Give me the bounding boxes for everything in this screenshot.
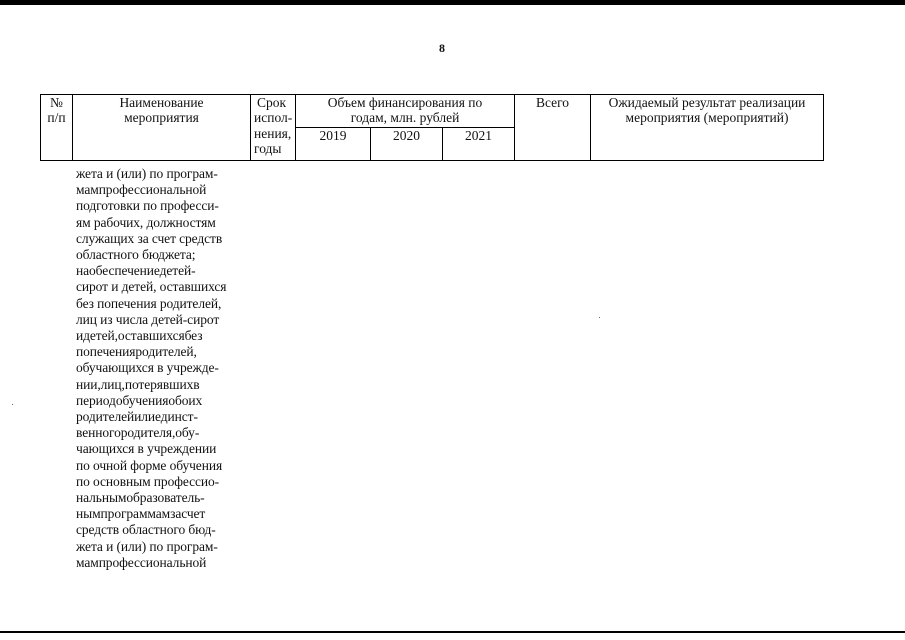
header-expected-result: Ожидаемый результат реализации мероприятия (мероприятий) — [608, 95, 806, 125]
text-line: подготовки по професси- — [76, 198, 219, 214]
text-line: идетей,оставшихсябез — [76, 328, 203, 344]
text-line: по очной форме обучения — [76, 457, 223, 473]
column-divider — [250, 94, 251, 161]
scan-speck — [599, 317, 600, 318]
header-year-2021: 2021 — [465, 128, 492, 143]
text-line: венногородителя,обу- — [76, 425, 200, 441]
header-execution-term: Срок испол- нения, годы — [254, 95, 293, 156]
page-number: 8 — [439, 41, 445, 55]
activity-description-text — [76, 166, 248, 571]
text-line: родителейилиединст- — [76, 409, 198, 425]
text-line: наобеспечениедетей- — [76, 263, 196, 279]
text-line: средств областного бюд- — [76, 522, 216, 538]
header-year-2019: 2019 — [319, 128, 347, 143]
text-line: нальнымобразователь- — [76, 490, 205, 506]
text-line: служащих за счет средств — [76, 230, 223, 246]
text-line: мампрофессиональной — [76, 554, 207, 570]
header-total: Всего — [535, 95, 570, 110]
column-divider — [823, 94, 824, 161]
text-line: жета и (или) по програм- — [76, 538, 218, 554]
scan-speck — [12, 404, 13, 405]
text-line: мампрофессиональной — [76, 182, 207, 198]
text-line: попеченияродителей, — [76, 344, 197, 360]
text-line: чающихся в учреждении — [76, 441, 217, 457]
text-line: периодобученияобоих — [76, 392, 203, 408]
text-line: без попечения родителей, — [76, 295, 222, 311]
top-border-rule — [0, 0, 905, 5]
header-activity-name: Наименование мероприятия — [119, 95, 204, 125]
bottom-border-rule — [0, 631, 905, 633]
text-line: областного бюджета; — [76, 247, 196, 263]
text-line: нымпрограммамзасчет — [76, 506, 206, 522]
text-line: нии,лиц,потерявшихв — [76, 376, 200, 392]
header-number: № п/п — [47, 95, 66, 125]
text-line: сирот и детей, оставшихся — [76, 279, 227, 295]
table-header-bottom-border — [40, 160, 824, 161]
text-line: по основным профессио- — [76, 473, 220, 489]
text-line: ям рабочих, должностям — [76, 214, 216, 230]
header-funding-volume: Объем финансирования по годам, млн. рублей — [327, 95, 483, 125]
text-line: жета и (или) по програм- — [76, 166, 218, 181]
text-line: обучающихся в учрежде- — [76, 360, 219, 376]
text-line: лиц из числа детей-сирот — [76, 311, 220, 327]
header-year-2020: 2020 — [393, 128, 420, 143]
